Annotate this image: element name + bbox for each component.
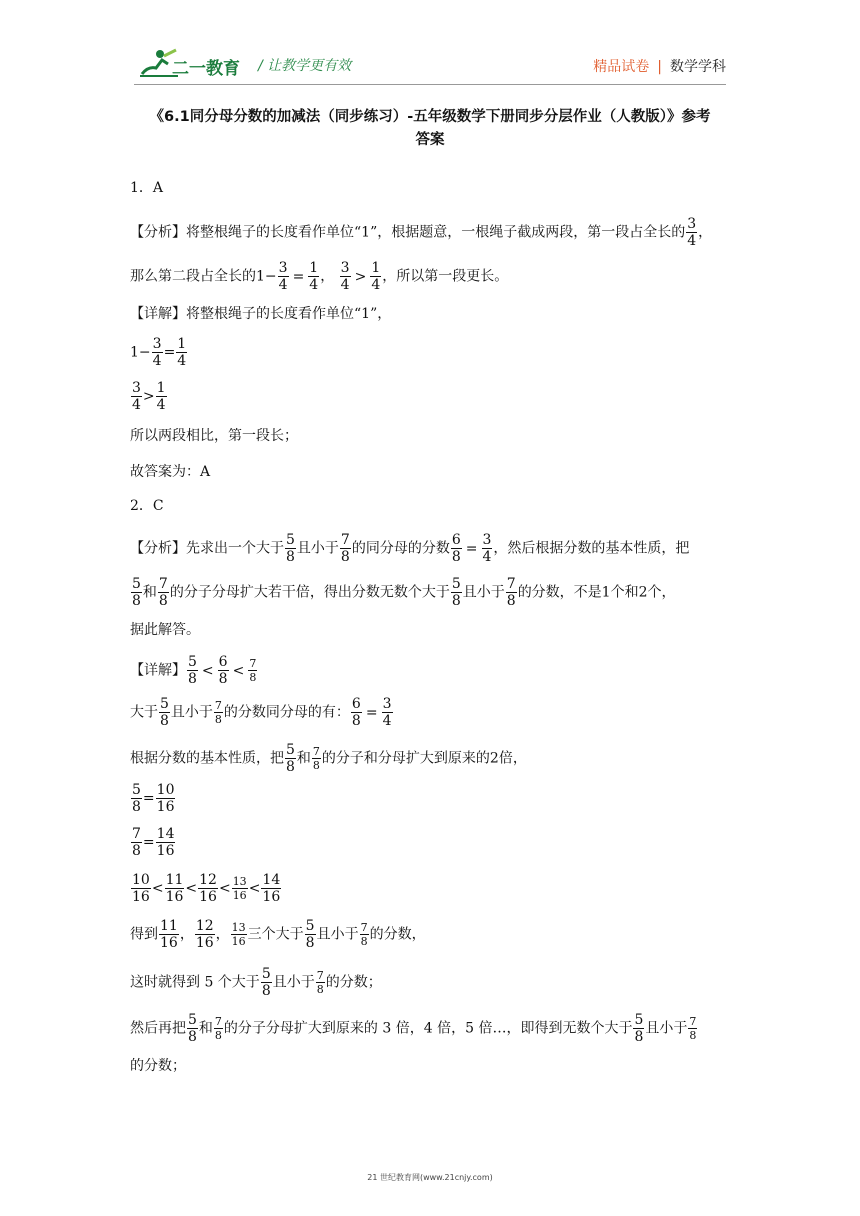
- fraction: $\frac{5}{8}$: [305, 918, 315, 951]
- fraction: $\frac{7}{8}$: [312, 745, 320, 772]
- fraction: $\frac{5}{8}$: [634, 1012, 644, 1045]
- q2-analysis-line1: 【分析】先求出一个大于 $\frac{5}{8}$ 且小于 $\frac{7}{8}$ 的同分母的分数 $\frac{6}{8}$ = $\frac{3}{4}$ ，然后根据分数的基本性质，把: [130, 532, 690, 565]
- q1-analysis-line2: 那么第二段占全长的1− $\frac{3}{4}$ = $\frac{1}{4}$ ， $\frac{3}{4}$ > $\frac{1}{4}$ ，所以第一段更长。: [130, 260, 509, 293]
- document-title: [120, 106, 740, 152]
- q2-infinite-fractions: 然后再把 $\frac{5}{8}$ 和 $\frac{7}{8}$ 的分子分母扩大到原来的 3 倍，4 倍，5 倍…，即得到无数个大于 $\frac{5}{8}$ 且小于 $\frac{7}{8}$: [130, 1012, 697, 1045]
- fraction: $\frac{5}{8}$: [286, 532, 295, 565]
- q2-got-three: 得到 $\frac{11}{16}$ ， $\frac{12}{16}$ ， $\frac{13}{16}$ 三个大于 $\frac{5}{8}$ 且小于 $\frac{7}{8}$ 的分数，: [130, 918, 426, 951]
- slogan: / 让教学更有效: [258, 58, 352, 74]
- fraction: $\frac{14}{16}$: [262, 872, 281, 905]
- q1-comparison: $\frac{3}{4}$ > $\frac{1}{4}$: [132, 380, 166, 413]
- fraction: $\frac{13}{16}$: [231, 921, 246, 948]
- fraction: $\frac{7}{8}$: [506, 576, 516, 609]
- q2-label: 2．C: [130, 498, 164, 514]
- fraction: $\frac{3}{4}$: [482, 532, 492, 565]
- header-right: [593, 56, 726, 76]
- q1-answer: 故答案为：A: [130, 464, 211, 480]
- fraction: $\frac{10}{16}$: [132, 872, 150, 905]
- fraction: $\frac{7}{8}$: [214, 699, 222, 726]
- header-divider: [134, 84, 726, 85]
- fraction: $\frac{3}{4}$: [687, 216, 697, 249]
- fraction: $\frac{3}{4}$: [340, 260, 350, 293]
- q2-analysis-line3: 据此解答。: [130, 622, 200, 638]
- fraction: $\frac{1}{4}$: [309, 260, 319, 293]
- fraction: $\frac{7}{8}$: [340, 532, 350, 565]
- separator: |: [657, 59, 662, 75]
- logo-text: 二一教育: [172, 59, 240, 79]
- fraction: $\frac{12}{16}$: [195, 918, 214, 951]
- fraction: $\frac{7}{8}$: [316, 969, 324, 996]
- fraction: $\frac{7}{8}$: [132, 826, 141, 859]
- fraction: $\frac{5}{8}$: [188, 1012, 197, 1045]
- fraction: $\frac{5}{8}$: [160, 696, 169, 729]
- fraction: $\frac{11}{16}$: [160, 918, 178, 951]
- q1-detail: 【详解】将整根绳子的长度看作单位“1”，: [130, 306, 392, 322]
- fraction: $\frac{5}{8}$: [132, 782, 141, 815]
- fraction: $\frac{5}{8}$: [188, 654, 197, 687]
- fraction: $\frac{7}{8}$: [158, 576, 168, 609]
- fraction: $\frac{5}{8}$: [132, 576, 141, 609]
- premium-label: 精品试卷: [593, 59, 650, 75]
- fraction: $\frac{12}{16}$: [199, 872, 217, 905]
- fraction: $\frac{7}{8}$: [360, 921, 368, 948]
- fraction: $\frac{1}{4}$: [156, 380, 166, 413]
- q1-conclusion: 所以两段相比，第一段长；: [130, 428, 298, 444]
- fraction: $\frac{7}{8}$: [689, 1015, 697, 1042]
- q1-equation: 1− $\frac{3}{4}$ = $\frac{1}{4}$: [130, 336, 187, 369]
- q2-analysis-line2: $\frac{5}{8}$ 和 $\frac{7}{8}$ 的分子分母扩大若干倍，得出分数无数个大于 $\frac{5}{8}$ 且小于 $\frac{7}{8}$ 的分数，不是1个和2个，: [132, 576, 676, 609]
- title-line-1: 《6.1同分母分数的加减法（同步练习）-五年级数学下册同步分层作业（人教版）》参考: [149, 109, 711, 125]
- fraction: $\frac{3}{4}$: [278, 260, 288, 293]
- fraction: $\frac{3}{4}$: [152, 336, 162, 369]
- subject-label: 数学学科: [670, 59, 726, 75]
- fraction: $\frac{7}{8}$: [214, 1015, 222, 1042]
- q2-property: 根据分数的基本性质，把 $\frac{5}{8}$ 和 $\frac{7}{8}$ 的分子和分母扩大到原来的2倍，: [130, 742, 527, 775]
- fraction: $\frac{13}{16}$: [232, 875, 247, 902]
- fraction: $\frac{5}{8}$: [286, 742, 295, 775]
- page-header: [0, 0, 860, 90]
- fraction: $\frac{14}{16}$: [156, 826, 175, 859]
- fraction: $\frac{6}{8}$: [451, 532, 461, 565]
- title-line-2: 答案: [415, 132, 445, 148]
- page-footer: 21 世纪教育网(www.21cnjy.com): [367, 1173, 493, 1182]
- q2-eq-7-8: $\frac{7}{8}$ = $\frac{14}{16}$: [132, 826, 175, 859]
- fraction: $\frac{3}{4}$: [382, 696, 392, 729]
- fraction: $\frac{11}{16}$: [165, 872, 184, 905]
- fraction: $\frac{1}{4}$: [177, 336, 187, 369]
- fraction: $\frac{7}{8}$: [249, 657, 257, 684]
- q2-last-line: 的分数；: [130, 1058, 186, 1074]
- q2-eq-5-8: $\frac{5}{8}$ = $\frac{10}{16}$: [132, 782, 175, 815]
- q2-inequality-chain: $\frac{10}{16}$ < $\frac{11}{16}$ < $\frac{12}{16}$ < $\frac{13}{16}$ < $\frac{14}{16}$: [132, 872, 281, 905]
- fraction: $\frac{5}{8}$: [261, 966, 271, 999]
- q1-label: 1．A: [130, 180, 164, 196]
- q1-analysis-line1: 【分析】将整根绳子的长度看作单位“1”，根据题意，一根绳子截成两段，第一段占全长的 $\frac{3}{4}$ ，: [130, 216, 713, 249]
- fraction: $\frac{1}{4}$: [371, 260, 381, 293]
- fraction: $\frac{5}{8}$: [451, 576, 461, 609]
- fraction: $\frac{10}{16}$: [156, 782, 175, 815]
- q2-detail: 【详解】 $\frac{5}{8}$ < $\frac{6}{8}$ < $\frac{7}{8}$: [130, 654, 257, 687]
- q2-same-denominator: 大于 $\frac{5}{8}$ 且小于 $\frac{7}{8}$ 的分数同分母的有： $\frac{6}{8}$ = $\frac{3}{4}$: [130, 696, 392, 729]
- q2-five-fractions: 这时就得到 5 个大于 $\frac{5}{8}$ 且小于 $\frac{7}{8}$ 的分数；: [130, 966, 382, 999]
- fraction: $\frac{6}{8}$: [351, 696, 361, 729]
- fraction: $\frac{6}{8}$: [218, 654, 228, 687]
- fraction: $\frac{3}{4}$: [132, 380, 141, 413]
